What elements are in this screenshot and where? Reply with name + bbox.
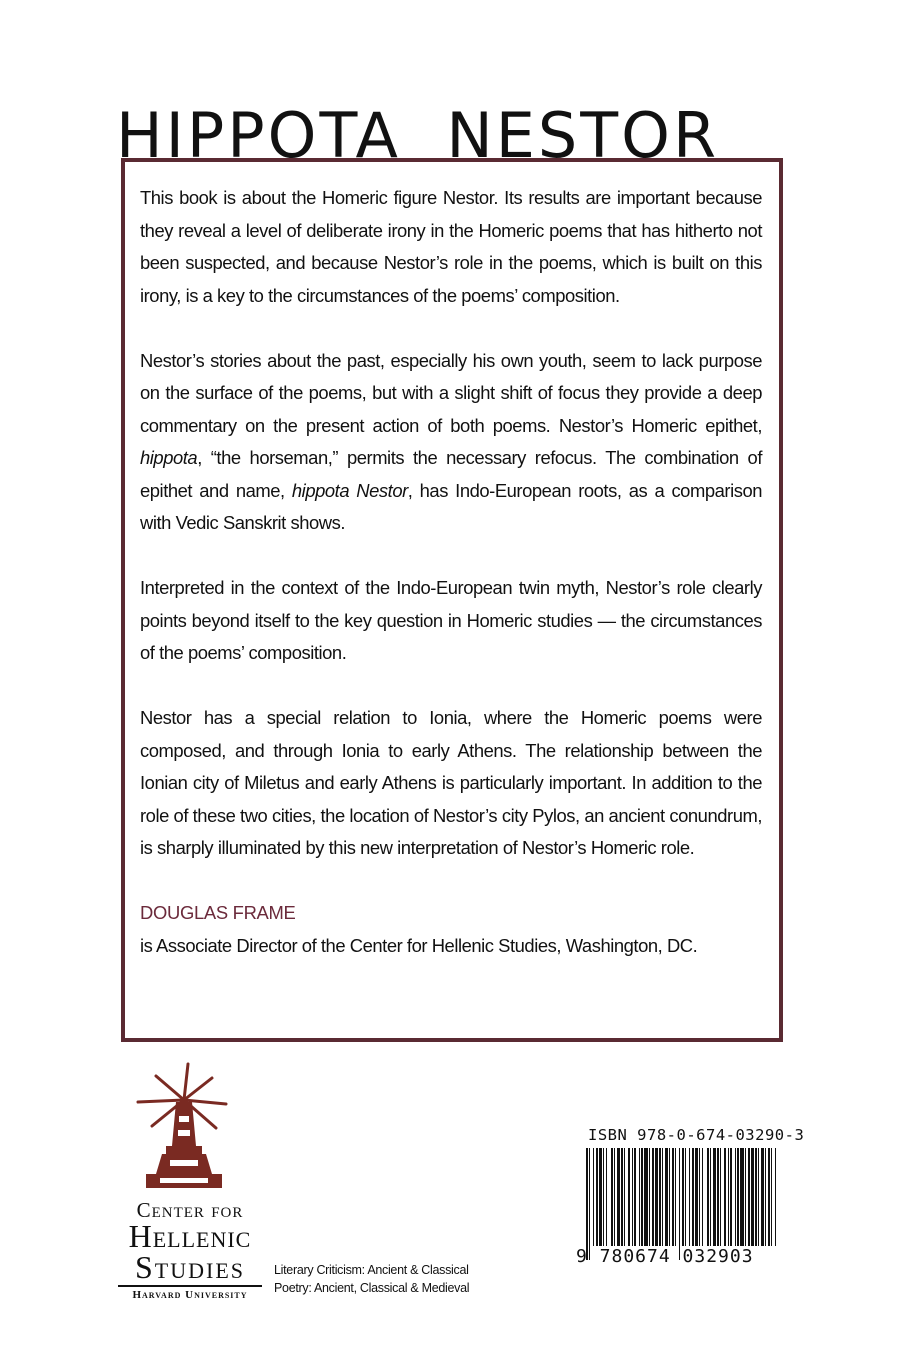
barcode-bar [768, 1148, 770, 1246]
barcode-bar [685, 1148, 686, 1246]
publisher-divider [118, 1285, 262, 1287]
barcode-bar [748, 1148, 750, 1246]
barcode-bar [745, 1148, 746, 1246]
barcode-bar [765, 1148, 766, 1246]
barcode-bar [672, 1148, 674, 1246]
barcode-bar [761, 1148, 764, 1246]
barcode-bar [632, 1148, 633, 1246]
barcode-bar [692, 1148, 694, 1246]
book-title: HIPPOTA NESTOR [116, 99, 720, 172]
barcode-bar [728, 1148, 729, 1246]
barcode-bar [720, 1148, 721, 1246]
publisher-logo [116, 1062, 264, 1312]
description-paragraph-2: Nestor’s stories about the past, especially his own youth, seem to lack purpose on the surface of the poems, but with a slight shift of focus they provide a deep commentary on the present action of both poems. Nestor’s Homeric epithet, hippota, “the horseman,” permits the necessary refocus. The combination of epithet and name, hippota Nestor, has Indo-European roots, as a comparison with Vedic Sanskrit shows. [140, 349, 763, 533]
barcode-bar [682, 1148, 684, 1246]
barcode-bar [641, 1148, 643, 1246]
barcode-bar [599, 1148, 602, 1246]
barcode-bar [758, 1148, 759, 1246]
publisher-name-line2: Hellenic [128, 1218, 252, 1254]
description-paragraph-3: Interpreted in the context of the Indo-European twin myth, Nestor’s role clearly points beyond itself to the key question in Homeric studies — the circumstances of the poems’ composition. [140, 577, 762, 663]
isbn-label: ISBN 978-0-674-03290-3 [588, 1126, 805, 1144]
barcode [580, 1148, 784, 1260]
barcode-bar [717, 1148, 719, 1246]
publisher-name-line3: Studies [134, 1249, 245, 1285]
barcode-bar [775, 1148, 776, 1246]
barcode-bar [730, 1148, 732, 1246]
barcode-bar [699, 1148, 700, 1246]
description-text [140, 182, 762, 962]
barcode-bar [652, 1148, 654, 1246]
barcode-bar [644, 1148, 648, 1246]
barcode-bar [713, 1148, 716, 1246]
barcode-bar [751, 1148, 754, 1246]
barcode-bar [724, 1148, 726, 1246]
barcode-bar [710, 1148, 711, 1246]
barcode-bar [702, 1148, 703, 1246]
subject-category: Poetry: Ancient, Classical & Medieval [274, 1281, 470, 1295]
barcode-bar [617, 1148, 620, 1246]
author-name: DOUGLAS FRAME [140, 902, 296, 923]
barcode-bar [669, 1148, 670, 1246]
publisher-affiliation: Harvard University [132, 1289, 248, 1301]
barcode-bar [655, 1148, 658, 1246]
author-bio: is Associate Director of the Center for Hellenic Studies, Washington, DC. [140, 934, 698, 956]
barcode-bar [628, 1148, 630, 1246]
barcode-bar [740, 1148, 744, 1246]
description-paragraph-4: Nestor has a special relation to Ionia, where the Homeric poems were composed, and through Ionia to early Athens. The relationship between the Ionian city of Miletus and early Athens is particularly important. In addition to the role of these two cities, the location of Nestor’s city Pylos, an ancient conundrum, is sharply illuminated by this new interpretation of Nestor’s Homeric role. [140, 707, 762, 858]
barcode-bar [596, 1148, 598, 1246]
barcode-bar [649, 1148, 650, 1246]
barcode-bar [621, 1148, 623, 1246]
barcode-bar [634, 1148, 636, 1246]
barcode-bar [614, 1148, 615, 1246]
barcode-bar [675, 1148, 676, 1246]
barcode-bar [611, 1148, 613, 1246]
barcode-bar [689, 1148, 690, 1246]
publisher-name-line1: Center for [136, 1198, 244, 1222]
barcode-bar [659, 1148, 661, 1246]
subject-category: Literary Criticism: Ancient & Classical [274, 1263, 469, 1277]
barcode-bar [586, 1148, 588, 1260]
barcode-bar [639, 1148, 640, 1246]
barcode-bar [589, 1148, 590, 1260]
barcode-bar [662, 1148, 663, 1246]
barcode-bar [603, 1148, 604, 1246]
barcode-bar [593, 1148, 594, 1246]
barcode-bar [771, 1148, 772, 1246]
barcode-bar [707, 1148, 709, 1246]
barcode-bar [665, 1148, 668, 1246]
barcode-bar [624, 1148, 625, 1246]
barcode-bar [735, 1148, 736, 1246]
barcode-bar [695, 1148, 698, 1246]
barcode-bar [606, 1148, 607, 1246]
barcode-bar [755, 1148, 757, 1246]
publisher-emblem-icon [116, 1062, 264, 1196]
barcode-bar [679, 1148, 680, 1260]
barcode-bar [737, 1148, 739, 1246]
description-paragraph-1: This book is about the Homeric figure Nestor. Its results are important because they reveal a level of deliberate irony in the Homeric poems that has hitherto not been suspected, and because Nestor’s role in the poems, which is built on this irony, is a key to the circumstances of the poems’ composition. [140, 187, 762, 306]
barcode-digits: 9 780674 032903 [576, 1246, 754, 1267]
subject-categories [274, 1261, 504, 1297]
